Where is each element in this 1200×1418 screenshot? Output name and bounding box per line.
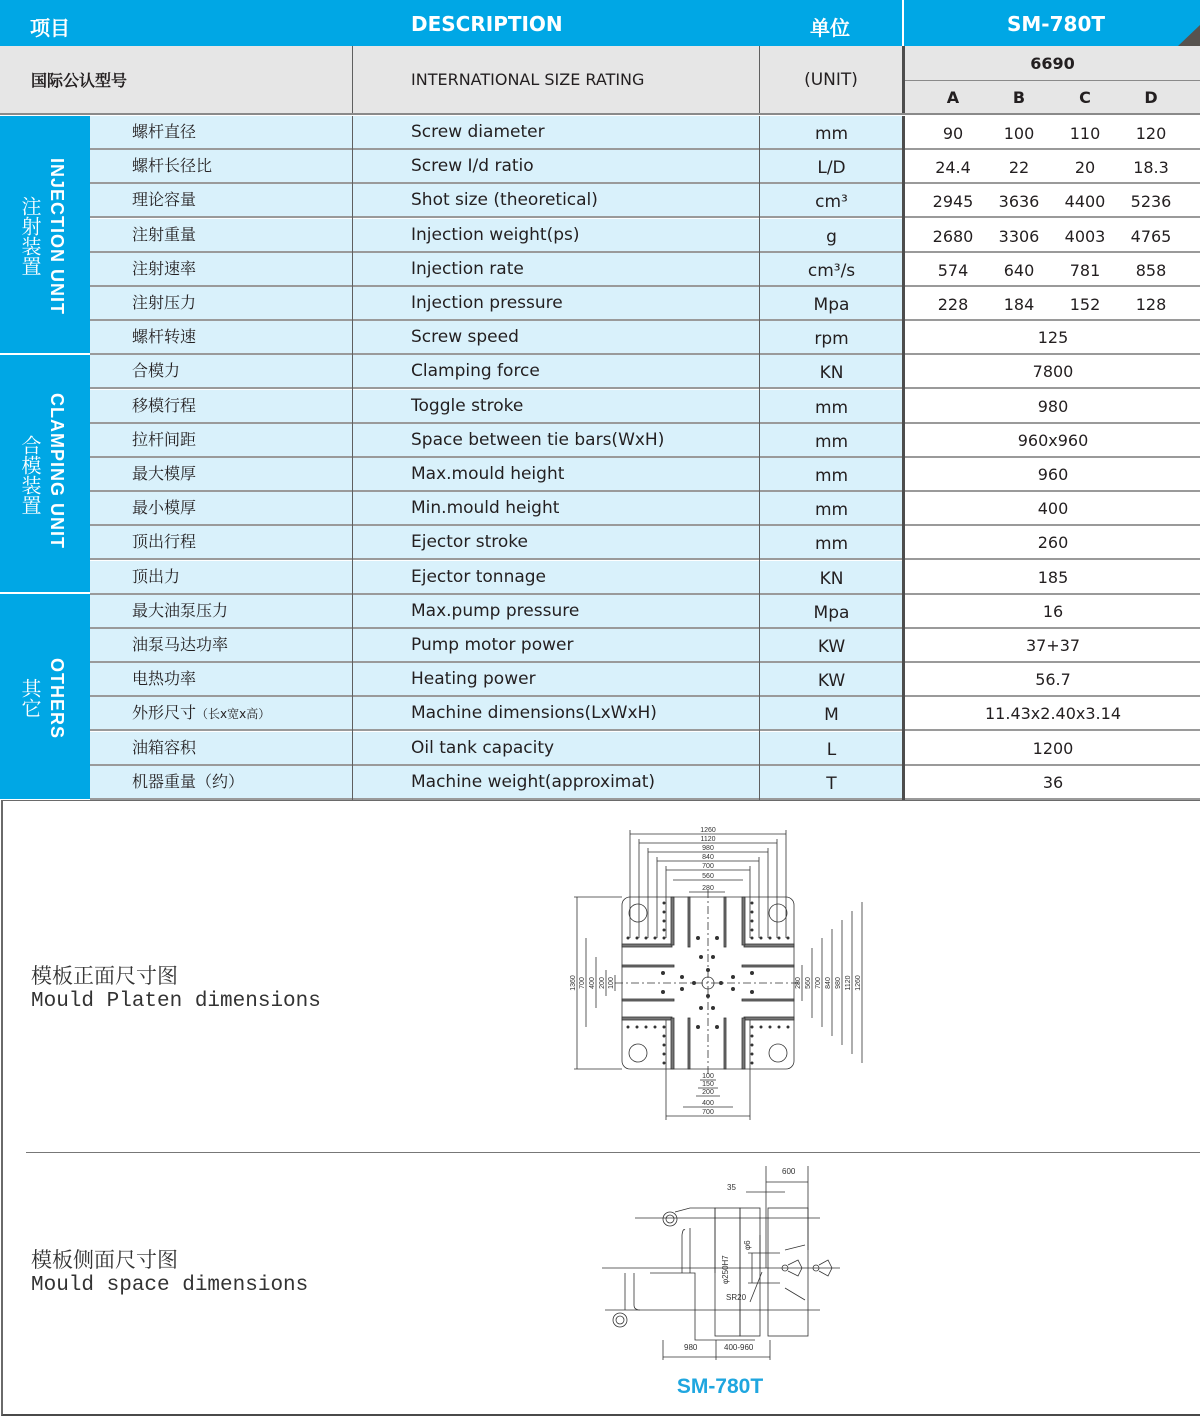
row-value-a: 2945	[932, 192, 974, 212]
row-unit: KW	[760, 663, 903, 695]
row-value-b: 22	[1008, 158, 1030, 178]
subheader-item-label: 国际公认型号	[31, 71, 128, 90]
row-en-label: Machine weight(approximat)	[353, 766, 760, 798]
table-row	[90, 116, 1200, 150]
row-value-b: 640	[1003, 260, 1035, 280]
svg-text:700: 700	[579, 977, 586, 989]
row-unit: L/D	[760, 150, 903, 182]
dim-600: 600	[782, 1167, 796, 1176]
row-value-d: 4765	[1130, 226, 1172, 246]
svg-text:980: 980	[702, 845, 714, 852]
row-value: 400	[1037, 499, 1069, 519]
variant-b: B	[1012, 87, 1026, 107]
row-values	[903, 492, 1200, 524]
row-values	[903, 732, 1200, 764]
row-en-label: Oil tank capacity	[353, 732, 760, 764]
row-en-label: Clamping force	[353, 355, 760, 387]
corner-triangle-icon	[1178, 25, 1200, 46]
platen-title-cn: 模板正面尺寸图	[31, 964, 178, 988]
row-values	[903, 355, 1200, 387]
row-en-label: Screw I/d ratio	[353, 150, 760, 182]
svg-text:280: 280	[795, 977, 802, 989]
svg-text:200: 200	[702, 1089, 714, 1096]
row-value-b: 3636	[998, 192, 1040, 212]
row-unit: mm	[760, 390, 903, 422]
row-cn-label: 螺杆直径	[90, 116, 353, 148]
row-en-label: Injection weight(ps)	[353, 219, 760, 251]
row-values	[903, 629, 1200, 661]
table-row	[90, 561, 1200, 595]
row-cn-label: 最小模厚	[90, 492, 353, 524]
row-en-label: Injection rate	[353, 253, 760, 285]
row-cn-label: 移模行程	[90, 390, 353, 422]
row-value-c: 4003	[1064, 226, 1106, 246]
row-values	[903, 253, 1200, 285]
row-unit: mm	[760, 424, 903, 456]
header-unit-label: 单位	[810, 16, 850, 40]
row-values	[903, 321, 1200, 353]
row-en-label: Min.mould height	[353, 492, 760, 524]
subheader-description-label: INTERNATIONAL SIZE RATING	[411, 70, 645, 89]
dim-sr20: SR20	[726, 1293, 747, 1302]
row-values	[903, 663, 1200, 695]
svg-text:700: 700	[702, 863, 714, 870]
dim-400-960: 400-960	[724, 1343, 754, 1352]
platen-title-en: Mould Platen dimensions	[31, 990, 321, 1013]
table-row	[90, 287, 1200, 321]
row-values	[903, 697, 1200, 729]
row-values	[903, 595, 1200, 627]
table-row	[90, 663, 1200, 697]
variant-a: A	[946, 87, 960, 107]
model-label: SM-780T	[676, 1375, 764, 1398]
row-cn-label: 油泵马达功率	[90, 629, 353, 661]
row-value: 11.43x2.40x3.14	[985, 704, 1121, 724]
section-injection-unit	[0, 116, 90, 353]
row-cn-label: 顶出行程	[90, 526, 353, 558]
row-value-c: 110	[1069, 124, 1101, 143]
row-value: 37+37	[1025, 636, 1081, 655]
section-clamping-unit	[0, 355, 90, 592]
row-cn-label: 合模力	[90, 355, 353, 387]
row-value-a: 90	[942, 124, 964, 143]
row-cn-label: 拉杆间距	[90, 424, 353, 456]
row-values	[903, 184, 1200, 216]
row-values	[903, 561, 1200, 593]
table-row	[90, 697, 1200, 731]
dim-35: 35	[727, 1183, 736, 1192]
row-unit: cm³	[760, 184, 903, 216]
subheader-unit-label: (UNIT)	[804, 69, 858, 90]
table-subheader	[0, 46, 1200, 115]
row-cn-label: 外形尺寸（长x宽x高）	[90, 697, 353, 729]
side-title-en: Mould space dimensions	[31, 1274, 309, 1297]
row-cn-label: 理论容量	[90, 184, 353, 216]
section-cn: 注射装置	[18, 196, 42, 276]
row-cn-label: 螺杆转速	[90, 321, 353, 353]
variant-c: C	[1079, 87, 1091, 107]
row-values	[903, 150, 1200, 182]
row-values	[903, 526, 1200, 558]
row-value: 185	[1037, 567, 1069, 587]
row-unit: g	[760, 219, 903, 251]
table-row	[90, 629, 1200, 663]
row-unit: mm	[760, 116, 903, 148]
svg-text:560: 560	[805, 977, 812, 989]
row-unit: KN	[760, 561, 903, 593]
table-row	[90, 253, 1200, 287]
row-value-d: 18.3	[1133, 158, 1169, 178]
table-row	[90, 321, 1200, 355]
row-cn-label: 机器重量（约）	[90, 766, 353, 798]
row-en-label: Pump motor power	[353, 629, 760, 661]
row-value: 1200	[1032, 738, 1074, 758]
row-value: 56.7	[1035, 670, 1071, 690]
svg-text:200: 200	[599, 977, 606, 989]
dim-pin: φ6	[743, 1240, 752, 1250]
row-unit: Mpa	[760, 595, 903, 627]
platen-dimension-drawing	[560, 820, 880, 1125]
section-en: CLAMPING UNIT	[47, 393, 67, 549]
row-unit: cm³/s	[760, 253, 903, 285]
row-cn-label: 油箱容积	[90, 732, 353, 764]
row-unit: Mpa	[760, 287, 903, 319]
svg-text:1120: 1120	[700, 836, 716, 843]
svg-text:100: 100	[702, 1073, 714, 1080]
row-cn-label: 注射速率	[90, 253, 353, 285]
table-row	[90, 526, 1200, 560]
row-unit: KW	[760, 629, 903, 661]
row-value-d: 120	[1135, 124, 1167, 143]
row-en-label: Injection pressure	[353, 287, 760, 319]
row-value-c: 4400	[1064, 192, 1106, 212]
variant-d: D	[1144, 87, 1158, 107]
row-value: 16	[1042, 601, 1064, 621]
row-value-d: 5236	[1130, 192, 1172, 212]
row-en-label: Max.pump pressure	[353, 595, 760, 627]
row-en-label: Screw speed	[353, 321, 760, 353]
svg-text:700: 700	[815, 977, 822, 989]
row-unit: rpm	[760, 321, 903, 353]
svg-text:980: 980	[835, 977, 842, 989]
row-values	[903, 390, 1200, 422]
row-unit: L	[760, 732, 903, 764]
row-values	[903, 219, 1200, 251]
row-cn-label: 最大模厚	[90, 458, 353, 490]
section-cn: 合模装置	[18, 435, 42, 515]
row-cn-label: 最大油泵压力	[90, 595, 353, 627]
row-value: 7800	[1032, 362, 1074, 382]
svg-text:1360: 1360	[570, 975, 577, 991]
table-row	[90, 150, 1200, 184]
row-en-label: Ejector tonnage	[353, 561, 760, 593]
row-unit: mm	[760, 458, 903, 490]
row-unit: M	[760, 697, 903, 729]
section-en: INJECTION UNIT	[47, 158, 67, 316]
row-values	[903, 458, 1200, 490]
svg-text:1260: 1260	[855, 975, 862, 991]
row-value: 960x960	[1017, 430, 1089, 450]
size-rating: 6690	[1030, 53, 1075, 73]
table-row	[90, 492, 1200, 526]
row-values	[903, 287, 1200, 319]
row-value: 960	[1037, 465, 1069, 484]
row-cn-label: 注射重量	[90, 219, 353, 251]
row-en-label: Shot size (theoretical)	[353, 184, 760, 216]
table-row	[90, 219, 1200, 253]
table-row	[90, 184, 1200, 218]
row-cn-label: 电热功率	[90, 663, 353, 695]
row-en-label: Toggle stroke	[353, 390, 760, 422]
row-value-d: 858	[1135, 260, 1167, 280]
table-row	[90, 390, 1200, 424]
section-cn: 其它	[18, 678, 42, 718]
table-row	[90, 458, 1200, 492]
row-value: 980	[1037, 396, 1069, 416]
svg-text:560: 560	[702, 873, 714, 880]
row-value: 260	[1037, 533, 1069, 553]
row-cn-note: （长x宽x高）	[196, 707, 271, 722]
table-row	[90, 732, 1200, 766]
row-value-c: 20	[1074, 158, 1096, 178]
table-row	[90, 424, 1200, 458]
svg-text:280: 280	[702, 885, 714, 892]
row-value-a: 228	[937, 295, 969, 314]
row-en-label: Screw diameter	[353, 116, 760, 148]
row-unit: KN	[760, 355, 903, 387]
side-dimension-drawing	[590, 1160, 860, 1365]
section-others	[0, 594, 90, 799]
side-title-cn: 模板侧面尺寸图	[31, 1248, 178, 1272]
row-en-label: Max.mould height	[353, 458, 760, 490]
row-value-a: 2680	[932, 226, 974, 246]
row-en-label: Heating power	[353, 663, 760, 695]
row-value-c: 781	[1069, 260, 1101, 280]
header-description-label: DESCRIPTION	[411, 12, 563, 36]
row-value-b: 184	[1003, 295, 1035, 314]
drawing-divider	[26, 1152, 1200, 1153]
dim-980: 980	[684, 1343, 698, 1352]
section-en: OTHERS	[47, 658, 67, 740]
row-unit: T	[760, 766, 903, 798]
row-cn-label: 顶出力	[90, 561, 353, 593]
row-values	[903, 116, 1200, 148]
row-value-b: 3306	[998, 226, 1040, 246]
row-value: 36	[1042, 772, 1064, 792]
row-unit: mm	[760, 492, 903, 524]
table-row	[90, 355, 1200, 389]
row-en-label: Ejector stroke	[353, 526, 760, 558]
svg-text:1120: 1120	[845, 975, 852, 991]
row-cn-label: 注射压力	[90, 287, 353, 319]
header-item-label: 项目	[30, 16, 70, 40]
header-model: SM-780T	[1007, 12, 1105, 36]
row-value-d: 128	[1135, 295, 1167, 314]
svg-text:700: 700	[702, 1109, 714, 1116]
svg-text:100: 100	[608, 977, 615, 989]
row-value: 125	[1037, 328, 1069, 348]
table-row	[90, 595, 1200, 629]
row-cn-label: 螺杆长径比	[90, 150, 353, 182]
row-en-label: Machine dimensions(LxWxH)	[353, 697, 760, 729]
dim-bore: φ250H7	[721, 1255, 730, 1284]
table-header	[0, 0, 1200, 46]
svg-text:840: 840	[702, 854, 714, 861]
row-value-a: 574	[937, 260, 969, 280]
row-unit: mm	[760, 526, 903, 558]
row-value-b: 100	[1003, 124, 1035, 143]
svg-text:840: 840	[825, 977, 832, 989]
row-en-label: Space between tie bars(WxH)	[353, 424, 760, 456]
row-value-a: 24.4	[935, 158, 971, 178]
svg-text:400: 400	[589, 977, 596, 989]
svg-text:400: 400	[702, 1100, 714, 1107]
row-values	[903, 424, 1200, 456]
row-values	[903, 766, 1200, 798]
table-row	[90, 766, 1200, 800]
svg-text:150: 150	[702, 1081, 714, 1088]
dim-top-1260: 1260	[700, 827, 716, 834]
row-value-c: 152	[1069, 295, 1101, 314]
